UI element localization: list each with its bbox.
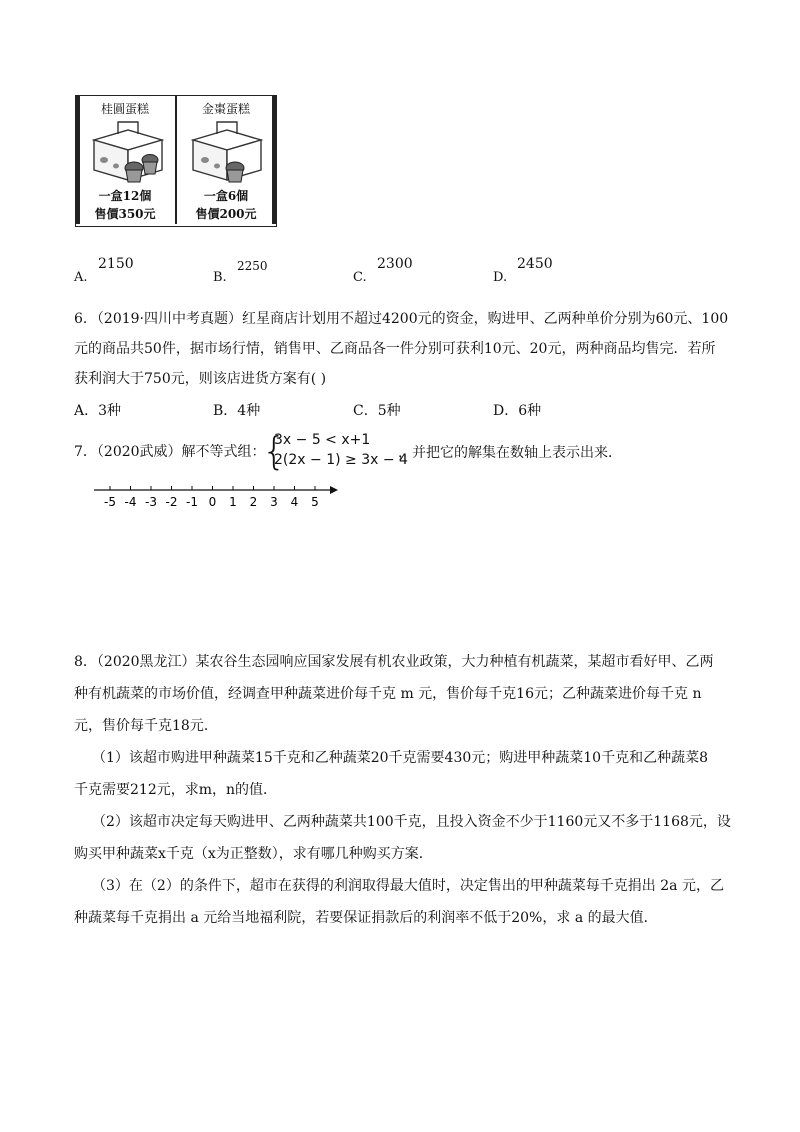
option-value: 2250 bbox=[237, 259, 268, 273]
q6-line-2: 元的商品共50件，据市场行情，销售甲、乙商品各一件分别可获利10元、20元，两种商品均售完．若所 bbox=[74, 341, 716, 357]
tick-label: 5 bbox=[311, 495, 319, 509]
cake-figure bbox=[75, 95, 277, 227]
number-line bbox=[90, 480, 340, 514]
q8-part2-line-1: （2）该超市决定每天购进甲、乙两种蔬菜共100千克，且投入资金不少于1160元又不多于1168元，设 bbox=[92, 814, 731, 830]
option-value: 2300 bbox=[377, 256, 413, 272]
option-label: D. bbox=[493, 270, 508, 285]
tick-label: -2 bbox=[165, 495, 178, 509]
option-label: B. bbox=[213, 270, 227, 285]
figure-panel-right bbox=[177, 96, 275, 224]
tick-label: 1 bbox=[229, 495, 237, 509]
panel-left-title: 桂圓蛋糕 bbox=[100, 102, 149, 116]
tick-label: -1 bbox=[186, 495, 198, 509]
q6-line-1: 6．（2019·四川中考真题）红星商店计划用不超过4200元的资金，购进甲、乙两种单价分别为60元、100 bbox=[74, 311, 729, 327]
figure-panel-left bbox=[76, 96, 174, 224]
tick-label: -4 bbox=[124, 495, 137, 509]
q6-option-a: A．3种 bbox=[74, 403, 122, 419]
q8-part3-line-2: 种蔬菜每千克捐出 a 元给当地福利院，若要保证捐款后的利润率不低于20%，求 a 的最大值． bbox=[74, 910, 658, 926]
option-value: 2450 bbox=[517, 256, 553, 272]
q8-part1-line-2: 千克需要212元，求m，n的值． bbox=[74, 782, 278, 798]
system-brace: { bbox=[262, 429, 287, 473]
q8-part2-line-2: 购买甲种蔬菜x千克（x为正整数），求有哪几种购买方案． bbox=[74, 846, 433, 862]
tick-label: -3 bbox=[145, 495, 157, 509]
q8-line-1: 8．（2020黑龙江）某农谷生态园响应国家发展有机农业政策，大力种植有机蔬菜，某超市看好甲、乙两 bbox=[74, 654, 714, 670]
tick-label: 4 bbox=[290, 495, 299, 509]
cake-box-icon bbox=[88, 116, 168, 184]
cake-box-icon bbox=[187, 116, 267, 184]
q8-part3-line-1: （3）在（2）的条件下，超市在获得的利润取得最大值时，决定售出的甲种蔬菜每千克捐出 2a 元，乙 bbox=[92, 878, 724, 894]
panel-left-quantity: 一盒12個 bbox=[98, 189, 152, 203]
tick-label: 0 bbox=[208, 495, 217, 509]
option-label: C. bbox=[353, 270, 367, 285]
tick-label: 2 bbox=[249, 495, 258, 509]
q6-option-b: B．4种 bbox=[213, 403, 261, 419]
q8-part1-line-1: （1）该超市购进甲种蔬菜15千克和乙种蔬菜20千克需要430元；购进甲种蔬菜10千克和乙种蔬菜8 bbox=[92, 750, 708, 766]
arrow-right-icon bbox=[330, 486, 338, 494]
q6-option-d: D．6种 bbox=[493, 403, 542, 419]
panel-right-quantity: 一盒6個 bbox=[203, 189, 249, 203]
option-value: 2150 bbox=[98, 256, 134, 272]
panel-right-title: 金棗蛋糕 bbox=[201, 102, 250, 116]
q7-inequality-1: 3x − 5 < x+1 bbox=[274, 432, 371, 448]
q8-line-3: 元，售价每千克18元． bbox=[74, 718, 218, 734]
q7-suffix: ，并把它的解集在数轴上表示出来． bbox=[398, 445, 622, 461]
q6-option-c: C．5种 bbox=[353, 403, 401, 419]
q7-prefix: 7．（2020武威）解不等式组： bbox=[74, 444, 266, 460]
tick-label: -5 bbox=[104, 495, 116, 509]
tick-label: 3 bbox=[270, 495, 278, 509]
q6-line-3: 获利润大于750元，则该店进货方案有( ) bbox=[74, 371, 327, 387]
q7-inequality-2: 2(2x − 1) ≥ 3x − 4 bbox=[274, 452, 408, 468]
panel-left-price: 售價350元 bbox=[94, 207, 156, 221]
panel-right-price: 售價200元 bbox=[195, 207, 257, 221]
q8-line-2: 种有机蔬菜的市场价值，经调查甲种蔬菜进价每千克 m 元，售价每千克16元；乙种蔬菜进价每千克 n bbox=[74, 686, 702, 702]
option-label: A. bbox=[74, 270, 88, 285]
